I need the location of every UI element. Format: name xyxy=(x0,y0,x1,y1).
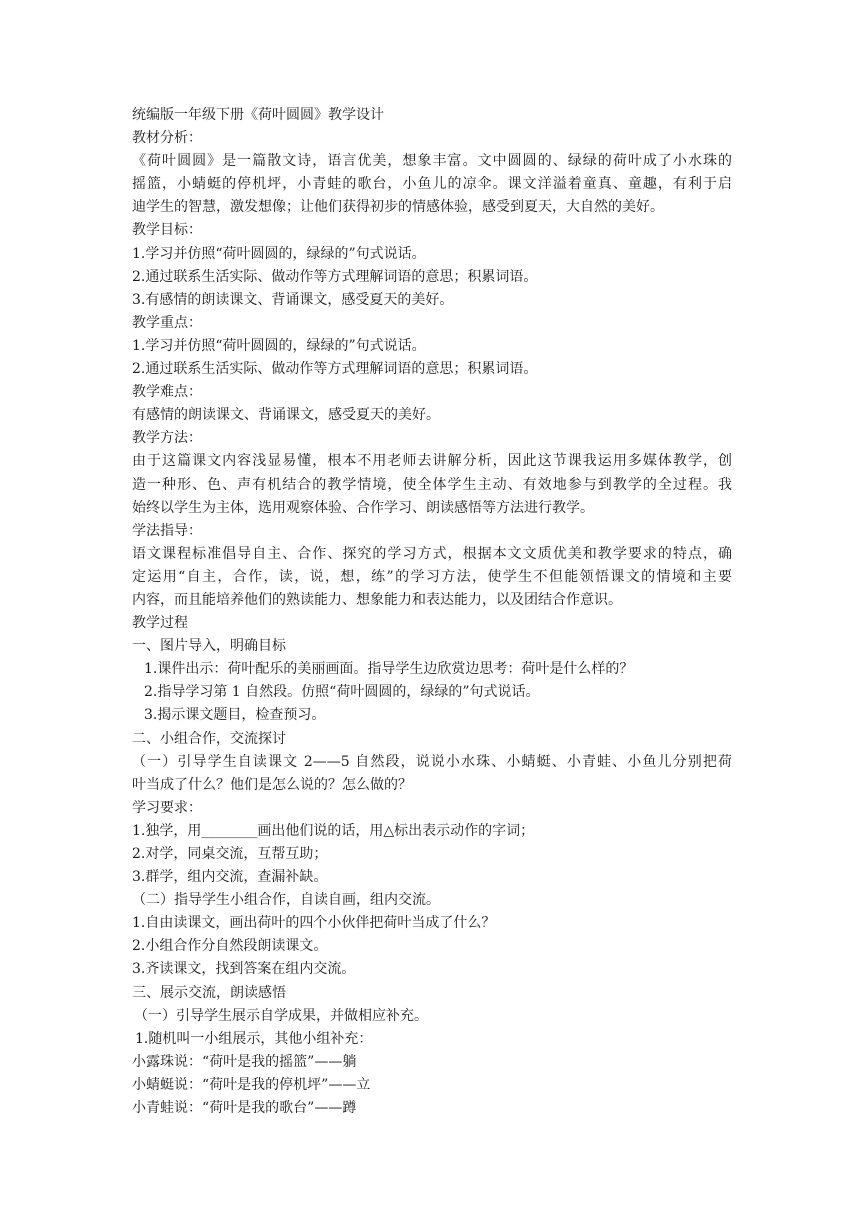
list-item: 3.有感情的朗读课文、背诵课文，感受夏天的美好。 xyxy=(132,291,454,308)
paragraph-line: 始终以学生为主体，选用观察体验、合作学习、朗读感悟等方法进行教学。 xyxy=(132,499,594,516)
paragraph-line: 小蜻蜓说：“荷叶是我的停机坪”——立 xyxy=(132,1076,371,1093)
paragraph-line: 由于这篇课文内容浅显易懂，根本不用老师去讲解分析，因此这节课我运用多媒体教学，创 xyxy=(132,453,732,470)
list-item: 1.自由读课文，画出荷叶的四个小伙伴把荷叶当成了什么？ xyxy=(132,915,496,932)
list-item: 2.对学，同桌交流，互帮互助； xyxy=(132,846,328,862)
list-item: 3.齐读课文，找到答案在组内交流。 xyxy=(132,961,356,978)
list-item: 3.揭示课文题目，检查预习。 xyxy=(144,707,326,724)
list-item: 3.群学，组内交流，查漏补缺。 xyxy=(132,869,328,886)
section-heading: 三、展示交流，朗读感悟 xyxy=(132,984,286,1001)
list-item: 2.通过联系生活实际、做动作等方式理解词语的意思；积累词语。 xyxy=(132,361,538,378)
paragraph-line: 造一种形、色、声有机结合的教学情境，使全体学生主动、有效地参与到教学的全过程。我 xyxy=(132,476,732,493)
paragraph-line: 摇篮，小蜻蜓的停机坪，小青蛙的歌台，小鱼儿的凉伞。课文洋溢着童真、童趣，有利于启 xyxy=(132,176,732,193)
paragraph-line: （一）引导学生展示自学成果，并做相应补充。 xyxy=(134,1007,428,1024)
list-item: 1.独学，用________画出他们说的话，用△标出表示动作的字词； xyxy=(132,822,535,839)
paragraph-line: 小露珠说：“荷叶是我的摇篮”——躺 xyxy=(132,1053,357,1070)
list-item: 2.小组合作分自然段朗读课文。 xyxy=(132,938,328,955)
section-heading: 教学方法： xyxy=(132,430,202,447)
section-heading: 教学重点： xyxy=(132,314,202,331)
paragraph-line: 小青蛙说：“荷叶是我的歌台”——蹲 xyxy=(132,1100,357,1117)
list-item: 1.学习并仿照“荷叶圆圆的，绿绿的”句式说话。 xyxy=(132,245,426,262)
section-heading: 教学难点： xyxy=(132,384,202,401)
paragraph-line: 定运用“自主，合作，读，说，想，练”的学习方法，使学生不但能领悟课文的情境和主要 xyxy=(132,568,732,585)
list-item: 2.通过联系生活实际、做动作等方式理解词语的意思；积累词语。 xyxy=(132,268,538,285)
section-heading: 二、小组合作，交流探讨 xyxy=(132,730,286,747)
list-item: 1.课件出示：荷叶配乐的美丽画面。指导学生边欣赏边思考：荷叶是什么样的？ xyxy=(144,661,634,678)
section-heading: 学习要求： xyxy=(132,799,202,816)
section-heading: 一、图片导入，明确目标 xyxy=(132,638,286,655)
paragraph-line: 内容，而且能培养他们的熟读能力、想象能力和表达能力，以及团结合作意识。 xyxy=(132,591,622,608)
paragraph-line: （一）引导学生自读课文 2——5 自然段，说说小水珠、小蜻蜓、小青蛙、小鱼儿分别把荷 xyxy=(132,753,732,770)
paragraph-line: 有感情的朗读课文、背诵课文，感受夏天的美好。 xyxy=(132,407,440,424)
document-body xyxy=(132,104,732,1120)
list-item: 2.指导学习第 1 自然段。仿照“荷叶圆圆的，绿绿的”句式说话。 xyxy=(144,684,540,701)
paragraph-line: 迪学生的智慧，激发想像；让他们获得初步的情感体验，感受到夏天，大自然的美好。 xyxy=(132,199,664,216)
section-heading: 教材分析： xyxy=(132,130,202,147)
list-item: 1.随机叫一小组展示，其他小组补充： xyxy=(135,1030,373,1047)
section-heading: 教学过程 xyxy=(132,615,188,632)
paragraph-line: 叶当成了什么？他们是怎么说的？怎么做的？ xyxy=(132,776,412,793)
list-item: 1.学习并仿照“荷叶圆圆的，绿绿的”句式说话。 xyxy=(132,337,426,354)
paragraph-line: 语文课程标准倡导自主、合作、探究的学习方式，根据本文文质优美和教学要求的特点，确 xyxy=(132,545,732,562)
paragraph-line: （二）指导学生小组合作，自读自画，组内交流。 xyxy=(132,892,440,909)
section-heading: 教学目标： xyxy=(132,222,202,239)
section-heading: 学法指导： xyxy=(132,522,202,539)
document-title: 统编版一年级下册《荷叶圆圆》教学设计 xyxy=(132,107,384,123)
paragraph-line: 《荷叶圆圆》是一篇散文诗，语言优美，想象丰富。文中圆圆的、绿绿的荷叶成了小水珠的 xyxy=(132,153,732,170)
